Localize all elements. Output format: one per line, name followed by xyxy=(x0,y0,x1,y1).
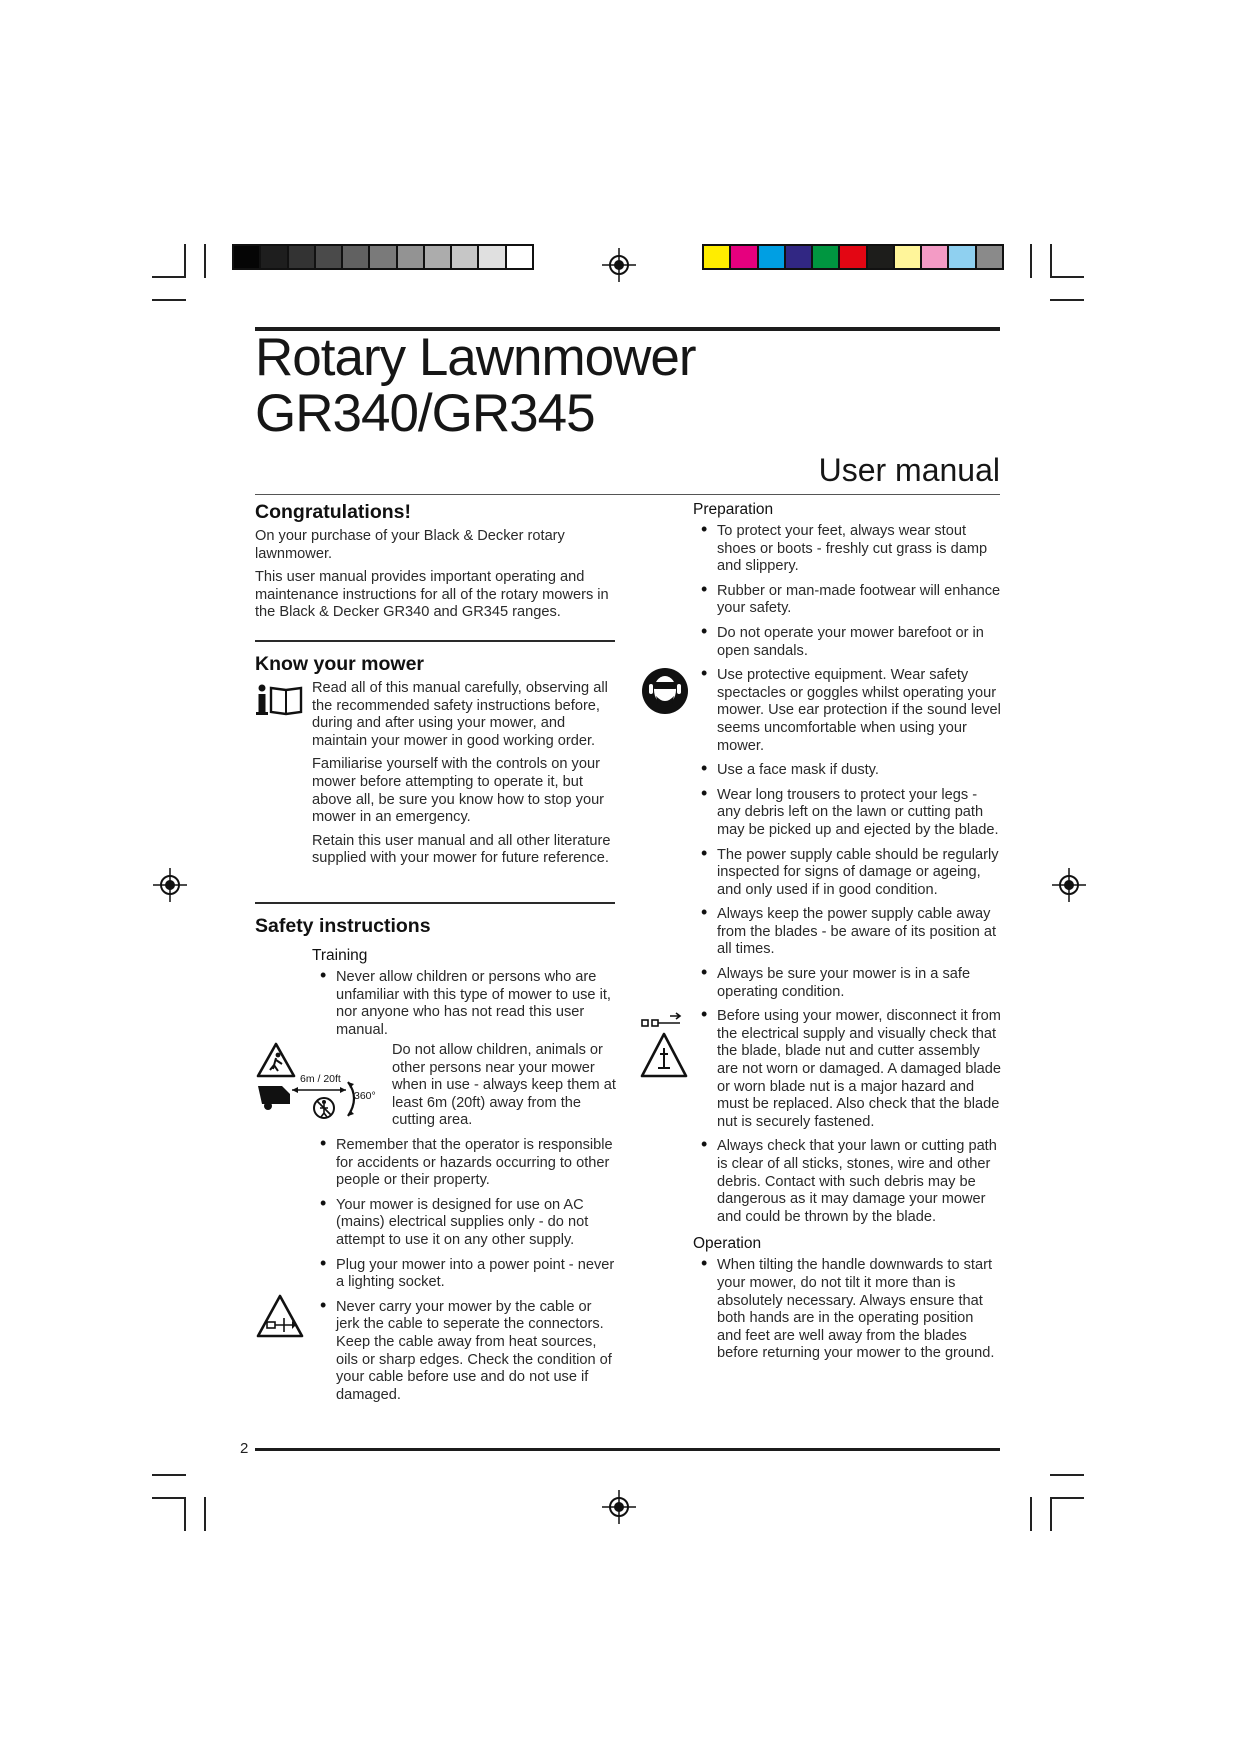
preparation-item: • Use a face mask if dusty. xyxy=(693,761,1001,780)
crop-mark xyxy=(152,1474,186,1476)
distance-label: 6m / 20ft xyxy=(300,1073,341,1085)
page-number: 2 xyxy=(240,1440,249,1457)
cable-warning-icon xyxy=(256,1294,304,1340)
color-swatch xyxy=(922,246,949,268)
title-bottom-rule xyxy=(255,494,1000,495)
registration-mark-icon xyxy=(602,1490,636,1524)
preparation-item: • Always check that your lawn or cutting path is clear of all sticks, stones, wire and other debris. Contact with such debris may be dangerous as it may damage your mower and could be thrown by the blade. xyxy=(693,1137,1001,1226)
preparation-item: • The power supply cable should be regularly inspected for signs of damage or ageing, and only used if in good condition. xyxy=(693,846,1001,900)
preparation-item: • Always be sure your mower is in a safe operating condition. xyxy=(693,965,1001,1001)
color-swatch xyxy=(949,246,976,268)
training-text-top xyxy=(312,946,617,1045)
color-swatch xyxy=(704,246,731,268)
preparation-list xyxy=(693,522,1001,1226)
registration-mark-icon xyxy=(153,868,187,902)
training-bullet-1: • Never allow children or persons who are unfamiliar with this type of mower to use it, nor anyone who has not read this user manual. xyxy=(312,968,617,1039)
info-manual-icon xyxy=(256,684,304,716)
crop-mark xyxy=(1030,1497,1032,1531)
color-swatch xyxy=(840,246,867,268)
color-swatch xyxy=(895,246,922,268)
distance-warning-paragraph: Do not allow children, animals or other persons near your mower when in use - always keep them at least 6m (20ft) away from the cutting area. xyxy=(392,1042,616,1129)
section-rule xyxy=(255,902,615,904)
grey-swatch xyxy=(261,246,288,268)
preparation-item: • Wear long trousers to protect your legs - any debris left on the lawn or cutting path may be picked up and ejected by the blade. xyxy=(693,786,1001,840)
disconnect-warning-icon xyxy=(640,1012,688,1080)
preparation-item: • To protect your feet, always wear stout shoes or boots - freshly cut grass is damp and slippery. xyxy=(693,522,1001,576)
grey-swatch xyxy=(452,246,479,268)
congratulations-paragraph-2: This user manual provides important operating and maintenance instructions for all of the rotary mowers in the Black & Decker GR340 and GR345 ranges. xyxy=(255,569,609,621)
color-swatch xyxy=(731,246,758,268)
crop-mark xyxy=(152,299,186,301)
operation-item: • When tilting the handle downwards to start your mower, do not tilt it more than is absolutely necessary. Always ensure that both hands are in the operating position and feet are well away from the blades before returning your mower to the ground. xyxy=(693,1256,1001,1363)
right-column xyxy=(693,500,1001,1369)
crop-mark xyxy=(1050,1497,1084,1499)
grey-swatch xyxy=(289,246,316,268)
grey-swatch xyxy=(234,246,261,268)
preparation-item: • Use protective equipment. Wear safety spectacles or goggles whilst operating your mower. Use ear protection if the sound level seems uncomfortable when using your mower. xyxy=(693,666,1001,755)
color-swatch xyxy=(977,246,1002,268)
safety-section xyxy=(255,914,615,938)
crop-mark xyxy=(1050,244,1052,278)
document-title xyxy=(255,330,696,442)
know-your-mower-section xyxy=(255,652,615,676)
section-rule xyxy=(255,640,615,642)
preparation-heading: Preparation xyxy=(693,501,774,518)
training-text-bottom xyxy=(312,1136,617,1410)
crop-mark xyxy=(152,276,186,278)
crop-mark xyxy=(204,244,206,278)
preparation-item: • Before using your mower, disconnect it from the electrical supply and visually check that the blade, blade nut and cutter assembly are not worn or damaged. A damaged blade or worn blade nut is a major hazard and must be replaced. Also check that the blade nut is securely fastened. xyxy=(693,1007,1001,1131)
know-your-mower-heading: Know your mower xyxy=(255,653,425,675)
crop-mark xyxy=(184,1497,186,1531)
know-paragraph-3: Retain this user manual and all other literature supplied with your mower for future reference. xyxy=(312,832,611,867)
grey-swatch xyxy=(316,246,343,268)
title-line-1: Rotary Lawnmower xyxy=(255,328,696,387)
safety-instructions-heading: Safety instructions xyxy=(255,915,431,937)
color-calibration-bar xyxy=(702,244,1004,270)
training-bullet-2: • Remember that the operator is responsible for accidents or hazards occurring to other people or their property. xyxy=(312,1136,617,1190)
crop-mark xyxy=(1050,299,1084,301)
crop-mark xyxy=(152,1497,186,1499)
crop-mark xyxy=(1050,1497,1052,1531)
operation-list xyxy=(693,1256,1001,1363)
grey-swatch xyxy=(425,246,452,268)
angle-label: 360° xyxy=(354,1090,376,1102)
grey-swatch xyxy=(343,246,370,268)
document-subtitle: User manual xyxy=(818,452,1000,488)
registration-mark-icon xyxy=(602,248,636,282)
crop-mark xyxy=(204,1497,206,1531)
congratulations-paragraph-1: On your purchase of your Black & Decker rotary lawnmower. xyxy=(255,528,565,562)
operation-heading: Operation xyxy=(693,1235,762,1253)
training-bullet-5: • Never carry your mower by the cable or jerk the cable to seperate the connectors. Keep the cable away from heat sources, oils or sharp edges. Check the condition of your cable before use and do not use if damaged. xyxy=(312,1298,617,1405)
footer-rule xyxy=(255,1448,1000,1451)
training-bullet-3: • Your mower is designed for use on AC (mains) electrical supplies only - do not attempt to use it on any other supply. xyxy=(312,1196,617,1250)
know-paragraph-2: Familiarise yourself with the controls on your mower before attempting to operate it, but above all, be sure you know how to stop your mower in an emergency. xyxy=(312,756,605,826)
registration-mark-icon xyxy=(1052,868,1086,902)
crop-mark xyxy=(1050,1474,1084,1476)
preparation-item: • Always keep the power supply cable away from the blades - be aware of its position at all times. xyxy=(693,905,1001,959)
training-heading: Training xyxy=(312,947,368,964)
crop-mark xyxy=(1030,244,1032,278)
grey-swatch xyxy=(370,246,397,268)
preparation-item: • Rubber or man-made footwear will enhance your safety. xyxy=(693,582,1001,618)
protective-equipment-icon xyxy=(640,666,690,716)
color-swatch xyxy=(786,246,813,268)
title-line-2: GR340/GR345 xyxy=(255,384,595,443)
preparation-item: • Do not operate your mower barefoot or in open sandals. xyxy=(693,624,1001,660)
congratulations-heading: Congratulations! xyxy=(255,501,411,523)
know-paragraph-1: Read all of this manual carefully, observing all the recommended safety instructions before, during and after using your mower, and maintain your mower in good working order. xyxy=(312,680,608,749)
grey-swatch xyxy=(398,246,425,268)
grey-swatch xyxy=(479,246,506,268)
know-your-mower-text xyxy=(312,680,617,874)
grey-swatch xyxy=(507,246,532,268)
distance-warning-text xyxy=(392,1042,617,1136)
color-swatch xyxy=(868,246,895,268)
training-bullet-4: • Plug your mower into a power point - never a lighting socket. xyxy=(312,1256,617,1292)
left-column xyxy=(255,500,615,628)
color-swatch xyxy=(759,246,786,268)
grey-calibration-bar xyxy=(232,244,534,270)
crop-mark xyxy=(1050,276,1084,278)
color-swatch xyxy=(813,246,840,268)
crop-mark xyxy=(184,244,186,278)
